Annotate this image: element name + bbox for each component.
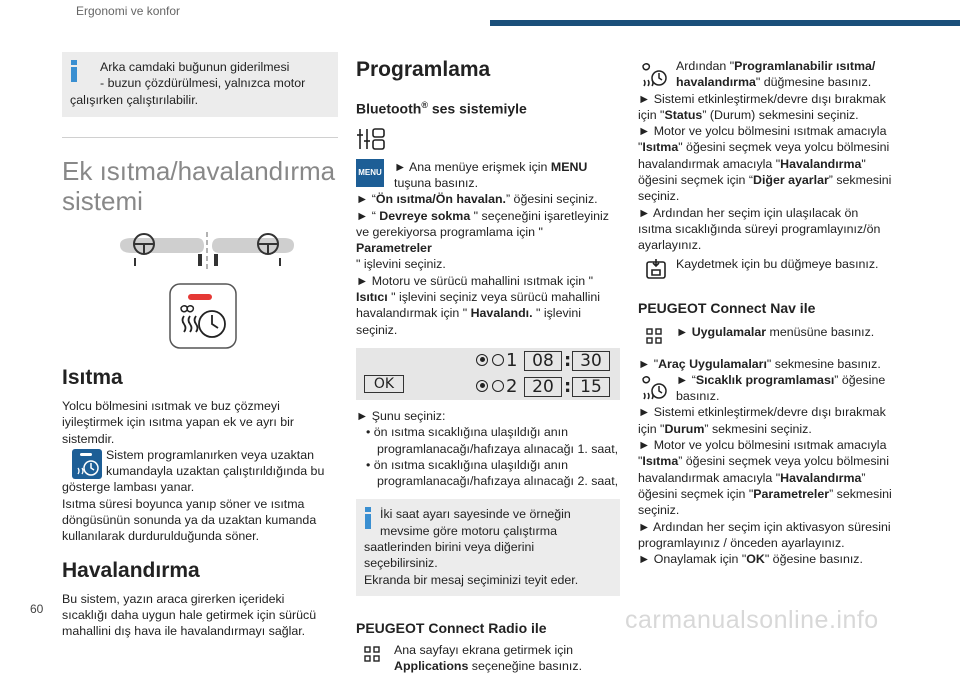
heater-timer-icon — [640, 373, 668, 401]
hour-field-1[interactable]: 08 — [524, 351, 562, 371]
radio-step: Ana sayfayı ekrana getirmek için Applications seçeneğine basınız. — [356, 642, 620, 674]
heater-timer-icon — [640, 60, 668, 88]
info-icon — [67, 60, 81, 82]
heater-timer-icon — [62, 282, 338, 352]
info-icon — [361, 507, 375, 529]
indicator-paragraph-end: gösterge lambası yanar. Isıtma süresi boyunca yanıp söner ve ısıtma döngüsünün sonunda ya da uzaktan kumanda kullanılarak durdurulduğunda söner. — [62, 480, 317, 544]
nav-steps-block: ► Sistemi etkinleştirmek/devre dışı bırakmak için "Durum” sekmesini seçiniz. ► Motor ve yolcu bölmesini ısıtmak amacıyla "Isıtma” öğesini seçmek veya yolcu bölmesini havalandırmak amacıyla "Havalandırma” öğesini seçmek için "Parametreler” sekmesini seçiniz. ► Ardından her seçim için aktivasyon süresini programlayınız / önceden ayarlayınız. ► Onaylamak için "OK" öğesine basınız. — [638, 405, 892, 567]
column-2 — [356, 52, 620, 674]
save-icon — [646, 258, 666, 280]
info-box-rear-window — [62, 52, 338, 117]
header-bar — [490, 20, 960, 26]
select-list: ► Şunu seçiniz: • ön ısıtma sıcaklığına ulaşıldığı anın programlanacağı/hafızaya alınacağı 1. saat, • ön ısıtma sıcaklığına ulaşıldığı anın programlanacağı/hafızaya alınacağı 2. saat, — [356, 408, 619, 489]
menu-button-icon: MENU — [356, 159, 384, 187]
ok-button[interactable]: OK — [364, 375, 404, 393]
timer-display-panel — [356, 348, 620, 400]
clock-icon — [492, 380, 504, 392]
steps-block: ► Sistemi etkinleştirmek/devre dışı bırakmak için "Status” (Durum) sekmesini seçiniz. ► Motor ve yolcu bölmesini ısıtmak amacıyla "Isıtma" öğesini seçmek veya yolcu bölmesini havalandırmak amacıyla "Havalandırma" öğesini seçmek için “Diğer ayarlar” sekmesini seçiniz. ► Ardından her seçim için ulaşılacak ön ısıtma sıcaklığında süreyi programlayınız/ön ayarlayınız. — [638, 91, 892, 253]
prog-heat-step: Ardından "Programlanabilir ısıtma/ havalandırma" düğmesine basınız. — [638, 58, 898, 91]
isitma-paragraph: Yolcu bölmesini ısıtmak ve buz çözmeyi iyileştirmek için ısıtma yapan ek ve ayrı bir sistemdir. — [62, 399, 295, 446]
radio-selected-icon — [476, 354, 488, 366]
right-dashboard-icon — [212, 234, 294, 266]
indicator-paragraph: Sistem programlanırken veya uzaktan kumandayla uzaktan çalıştırıldığında bu — [62, 447, 338, 480]
apps-grid-icon — [364, 646, 380, 662]
info-line: çalışırken çalıştırılabilir. — [70, 92, 199, 107]
page-number: 60 — [30, 602, 44, 616]
nav-step-apps: ► Uygulamalar menüsüne basınız. — [638, 324, 898, 356]
info-line: - buzun çözdürülmesi, yalnızca motor — [100, 76, 306, 91]
info-box-two-timers: İki saat ayarı sayesinde ve örneğin mevsime göre motoru çalıştırma saatlerinden birini veya diğerini seçebilirsiniz. Ekranda bir mesaj seçiminizi teyit eder. — [356, 499, 620, 595]
heading-connect-nav: PEUGEOT Connect Nav ile — [638, 299, 816, 316]
watermark: carmanualsonline.info — [625, 606, 879, 634]
timer-row-2: 2 20 : 15 — [476, 376, 616, 398]
dashboard-diagram — [62, 230, 338, 280]
clock-icon — [492, 354, 504, 366]
divider — [62, 137, 338, 138]
heater-indicator-icon — [72, 449, 102, 479]
apps-grid-icon — [646, 328, 662, 344]
timer-row-1: 1 08 : 30 — [476, 350, 616, 372]
heading-bluetooth: Bluetooth® ses sistemiyle — [356, 100, 527, 117]
hour-field-2[interactable]: 20 — [524, 377, 562, 397]
nav-step-vehicle-apps: ► "Araç Uygulamaları" sekmesine basınız. — [638, 356, 881, 371]
column-1 — [62, 52, 338, 640]
save-step: Kaydetmek için bu düğmeye basınız. — [638, 256, 898, 280]
step-menu: MENU ► Ana menüye erişmek için MENU tuşuna basınız. — [356, 159, 620, 192]
minute-field-1[interactable]: 30 — [572, 351, 610, 371]
heading-isitma: Isıtma — [62, 366, 123, 389]
section-title: Ek ısıtma/havalandırma sistemi — [62, 156, 336, 216]
running-header: Ergonomi ve konfor — [76, 4, 181, 18]
radio-selected-icon — [476, 380, 488, 392]
minute-field-2[interactable]: 15 — [572, 377, 610, 397]
steps-block: ► “Ön ısıtma/Ön havalan.” öğesini seçiniz. ► “ Devreye sokma " seçeneğini işaretleyiniz ve gerekiyorsa programlama için " Parametreler " işlevini seçiniz. ► Motoru ve sürücü mahallini ısıtmak için " Isıtıcı " işlevini seçiniz veya sürücü mahallini havalandırmak için " Havalandı. " işlevini seçiniz. — [356, 192, 609, 337]
left-dashboard-icon — [120, 234, 204, 266]
column-3 — [638, 52, 898, 567]
heading-connect-radio: PEUGEOT Connect Radio ile — [356, 619, 547, 636]
nav-step-temp-prog: ► “Sıcaklık programlaması” öğesine basınız. — [638, 372, 898, 405]
heading-programlama: Programlama — [356, 58, 491, 81]
havalandirma-paragraph: Bu sistem, yazın araca girerken içerideki sıcaklığı daha uygun hale getirmek için sürücü mahallini dış hava ile havalandırmayı sağlar. — [62, 591, 317, 639]
heading-havalandirma: Havalandırma — [62, 558, 200, 582]
apps-grid-icon — [356, 127, 386, 153]
info-line: Arka camdaki buğunun giderilmesi — [100, 60, 290, 74]
